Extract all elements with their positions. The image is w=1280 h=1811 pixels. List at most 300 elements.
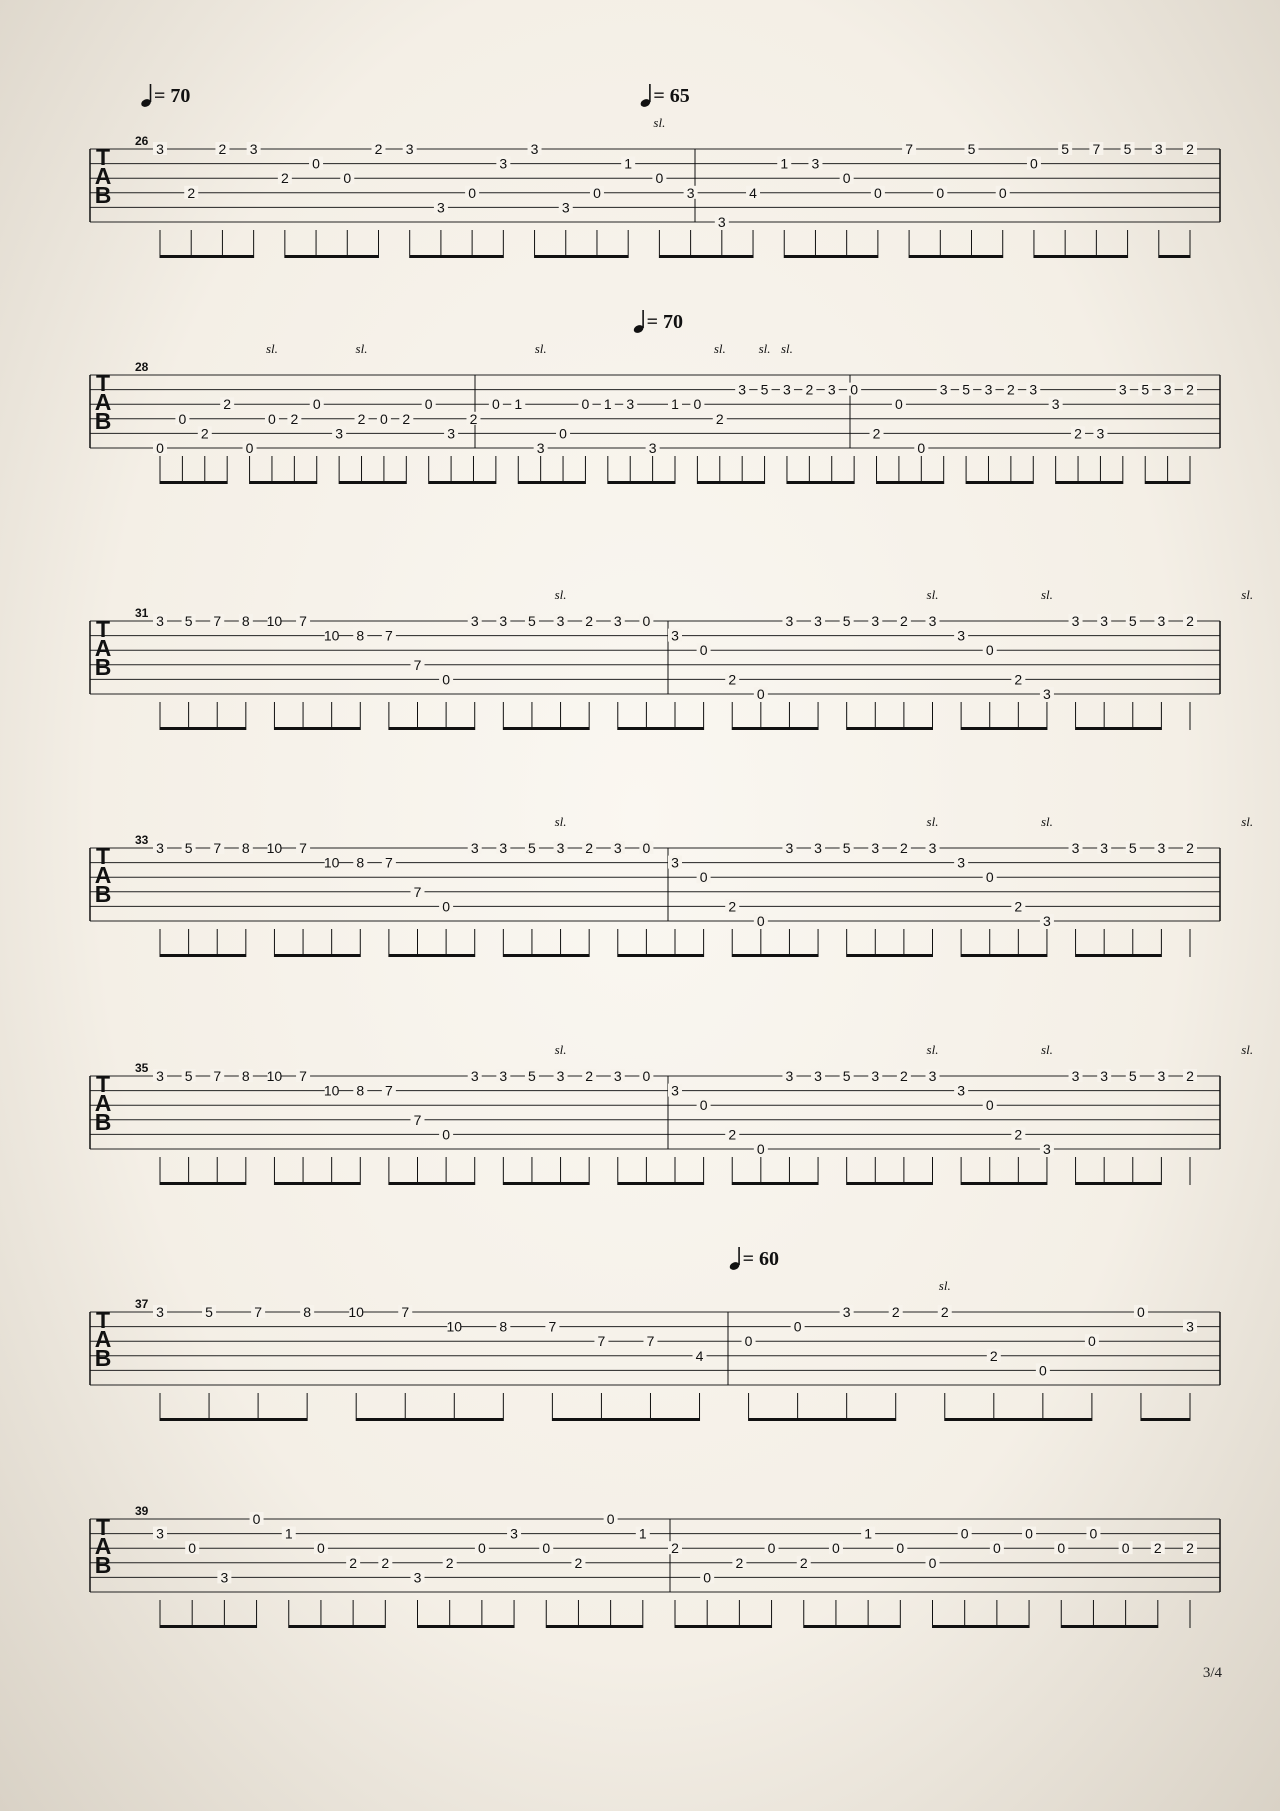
- fret-number: 2: [940, 1304, 949, 1320]
- note-beam: [961, 727, 1047, 730]
- tab-clef-letter: T: [95, 370, 111, 396]
- fret-number: 8: [356, 854, 365, 871]
- fret-number: 0: [312, 396, 321, 413]
- fret-number: 3: [1100, 613, 1109, 629]
- fret-number: 0: [699, 869, 708, 886]
- fret-number: 3: [556, 613, 565, 629]
- note-beam: [160, 1625, 257, 1628]
- measure-number: 31: [135, 606, 149, 620]
- measure-number: 39: [135, 1504, 149, 1518]
- slide-annotation: sl.: [926, 587, 939, 602]
- fret-number: 1: [671, 396, 679, 413]
- fret-number: 0: [606, 1511, 615, 1527]
- tab-clef-letter: A: [94, 862, 112, 888]
- fret-number: 7: [213, 1068, 222, 1084]
- fret-number: 2: [989, 1347, 998, 1364]
- measure-number: 35: [135, 1061, 149, 1075]
- fret-number: 2: [899, 613, 908, 629]
- fret-number: 7: [213, 840, 222, 856]
- fret-number: 0: [178, 410, 187, 427]
- fret-number: 3: [1100, 840, 1109, 856]
- fret-number: 0: [252, 1511, 261, 1527]
- fret-number: 2: [805, 381, 814, 398]
- note-beam: [339, 481, 406, 484]
- fret-number: 2: [381, 1554, 390, 1571]
- fret-number: 3: [1071, 1068, 1080, 1084]
- note-beam: [732, 954, 818, 957]
- fret-number: 3: [957, 854, 966, 871]
- note-beam: [285, 255, 379, 258]
- fret-number: 0: [895, 396, 903, 413]
- note-beam: [877, 481, 944, 484]
- fret-number: 10: [323, 1082, 340, 1099]
- fret-number: 3: [156, 1525, 164, 1542]
- fret-number: 5: [842, 1068, 851, 1084]
- fret-number: 3: [1071, 613, 1080, 629]
- tab-clef-letter: T: [95, 1071, 111, 1097]
- fret-number: 3: [1157, 1068, 1166, 1084]
- fret-number: 3: [928, 1068, 937, 1084]
- fret-number: 2: [469, 410, 478, 427]
- fret-number: 2: [187, 184, 196, 201]
- fret-number: 3: [536, 440, 545, 456]
- slide-annotation: sl.: [926, 814, 939, 829]
- fret-number: 3: [156, 613, 164, 629]
- fret-number: 1: [780, 155, 789, 172]
- note-beam: [1076, 1182, 1162, 1185]
- note-beam: [675, 1625, 772, 1628]
- fret-number: 0: [936, 184, 945, 201]
- fret-number: 2: [290, 410, 299, 427]
- fret-number: 3: [470, 613, 479, 629]
- fret-number: 0: [842, 170, 851, 187]
- fret-number: 7: [413, 883, 422, 900]
- fret-number: 5: [528, 840, 536, 856]
- note-beam: [909, 255, 1003, 258]
- fret-number: 5: [842, 613, 851, 629]
- fret-number: 0: [756, 913, 765, 929]
- fret-number: 2: [280, 170, 289, 187]
- fret-number: 2: [799, 1554, 808, 1571]
- tab-clef-letter: T: [95, 843, 111, 869]
- tab-clef-letter: A: [94, 1090, 112, 1116]
- fret-number: 2: [1186, 381, 1194, 398]
- slide-annotation: sl.: [1241, 814, 1254, 829]
- fret-number: 3: [1043, 686, 1051, 702]
- fret-number: 3: [785, 1068, 794, 1084]
- fret-number: 2: [899, 1068, 908, 1084]
- note-beam: [503, 727, 589, 730]
- fret-number: 7: [299, 1068, 307, 1084]
- fret-number: 3: [556, 1068, 565, 1084]
- fret-number: 2: [1153, 1540, 1162, 1557]
- fret-number: 7: [413, 1111, 422, 1128]
- fret-number: 0: [767, 1540, 776, 1557]
- fret-number: 5: [184, 840, 193, 856]
- note-beam: [160, 1418, 307, 1421]
- fret-number: 3: [1157, 613, 1166, 629]
- slide-annotation: sl.: [265, 341, 278, 356]
- fret-number: 3: [871, 613, 880, 629]
- tab-clef-letter: B: [94, 408, 112, 434]
- fret-number: 5: [967, 141, 976, 157]
- fret-number: 3: [957, 627, 966, 644]
- tab-clef-letter: T: [95, 144, 111, 170]
- note-beam: [410, 255, 504, 258]
- slide-annotation: sl.: [713, 341, 726, 356]
- slide-annotation: sl.: [758, 341, 771, 356]
- fret-number: 7: [384, 627, 393, 644]
- fret-number: 3: [613, 613, 622, 629]
- fret-number: 7: [905, 141, 913, 157]
- fret-number: 3: [156, 840, 164, 856]
- fret-number: 2: [1186, 613, 1194, 629]
- fret-number: 3: [530, 141, 539, 157]
- fret-number: 3: [437, 199, 445, 216]
- note-beam: [1141, 1418, 1190, 1421]
- fret-number: 2: [223, 396, 232, 413]
- fret-number: 1: [624, 155, 633, 172]
- fret-number: 0: [699, 1097, 708, 1114]
- fret-number: 3: [671, 854, 679, 871]
- fret-number: 8: [241, 613, 250, 629]
- slide-annotation: sl.: [534, 341, 547, 356]
- fret-number: 3: [738, 381, 747, 398]
- fret-number: 5: [184, 1068, 193, 1084]
- fret-number: 0: [477, 1540, 486, 1557]
- fret-number: 3: [413, 1569, 422, 1586]
- note-beam: [961, 1182, 1047, 1185]
- fret-number: 0: [1121, 1540, 1130, 1557]
- fret-number: 3: [499, 155, 508, 172]
- tempo-marking: = 70: [154, 85, 191, 107]
- fret-number: 0: [850, 381, 859, 398]
- fret-number: 3: [648, 440, 657, 456]
- fret-number: 5: [528, 1068, 536, 1084]
- fret-number: 10: [266, 840, 283, 856]
- fret-number: 2: [445, 1554, 454, 1571]
- fret-number: 2: [1074, 425, 1082, 442]
- fret-number: 8: [356, 627, 365, 644]
- note-beam: [1159, 255, 1190, 258]
- note-beam: [518, 481, 585, 484]
- note-beam: [274, 727, 360, 730]
- fret-number: 8: [241, 1068, 250, 1084]
- fret-number: 4: [695, 1347, 704, 1364]
- fret-number: 0: [642, 1068, 651, 1084]
- fret-number: 2: [1186, 1540, 1194, 1557]
- fret-number: 1: [638, 1525, 647, 1542]
- fret-number: 0: [917, 440, 926, 456]
- note-beam: [250, 481, 317, 484]
- fret-number: 2: [872, 425, 881, 442]
- note-beam: [429, 481, 496, 484]
- slide-annotation: sl.: [554, 587, 567, 602]
- fret-number: 7: [384, 854, 393, 871]
- fret-number: 3: [827, 381, 836, 398]
- fret-number: 2: [671, 1540, 679, 1557]
- fret-number: 1: [603, 396, 612, 413]
- fret-number: 0: [442, 898, 451, 915]
- fret-number: 10: [348, 1304, 364, 1320]
- fret-number: 1: [864, 1525, 873, 1542]
- fret-number: 3: [556, 840, 565, 856]
- fret-number: 7: [299, 840, 307, 856]
- slide-annotation: sl.: [554, 814, 567, 829]
- tab-clef-letter: A: [94, 635, 112, 661]
- note-beam: [787, 481, 854, 484]
- tab-clef-letter: B: [94, 1109, 112, 1135]
- tab-clef-letter: T: [95, 616, 111, 642]
- fret-number: 2: [1014, 898, 1023, 915]
- measure-number: 28: [135, 360, 149, 374]
- fret-number: 2: [735, 1554, 744, 1571]
- slide-annotation: sl.: [926, 1042, 939, 1057]
- fret-number: 5: [1128, 840, 1137, 856]
- fret-number: 3: [510, 1525, 518, 1542]
- fret-number: 3: [1043, 913, 1051, 929]
- fret-number: 10: [323, 854, 340, 871]
- fret-number: 2: [728, 1126, 737, 1143]
- tab-clef-letter: B: [94, 182, 112, 208]
- fret-number: 2: [728, 898, 737, 915]
- note-beam: [1056, 481, 1123, 484]
- fret-number: 0: [693, 396, 702, 413]
- fret-number: 5: [1128, 1068, 1137, 1084]
- fret-number: 2: [402, 410, 411, 427]
- slide-annotation: sl.: [1241, 1042, 1254, 1057]
- fret-number: 2: [349, 1554, 358, 1571]
- fret-number: 2: [374, 141, 383, 157]
- fret-number: 3: [626, 396, 635, 413]
- fret-number: 0: [655, 170, 664, 187]
- fret-number: 2: [218, 141, 227, 157]
- fret-number: 0: [380, 410, 388, 427]
- fret-number: 3: [785, 840, 794, 856]
- note-beam: [749, 1418, 896, 1421]
- fret-number: 0: [1025, 1525, 1033, 1542]
- fret-number: 0: [873, 184, 882, 201]
- fret-number: 3: [1157, 840, 1166, 856]
- fret-number: 0: [312, 155, 320, 172]
- fret-number: 8: [241, 840, 250, 856]
- note-beam: [389, 1182, 475, 1185]
- fret-number: 3: [814, 840, 822, 856]
- note-beam: [961, 954, 1047, 957]
- note-beam: [618, 727, 704, 730]
- fret-number: 8: [303, 1304, 312, 1320]
- fret-number: 2: [1186, 141, 1194, 157]
- fret-number: 0: [998, 184, 1007, 201]
- note-beam: [847, 727, 933, 730]
- fret-number: 7: [213, 613, 222, 629]
- fret-number: 3: [1186, 1318, 1194, 1335]
- fret-number: 2: [585, 613, 594, 629]
- tempo-marking: = 70: [646, 311, 684, 333]
- tab-clef-letter: B: [94, 654, 112, 680]
- fret-number: 0: [756, 1141, 765, 1157]
- note-beam: [1034, 255, 1128, 258]
- fret-number: 3: [613, 840, 622, 856]
- fret-number: 1: [514, 396, 523, 413]
- tab-clef-letter: A: [94, 389, 112, 415]
- note-beam: [804, 1625, 901, 1628]
- note-beam: [697, 481, 764, 484]
- fret-number: 3: [156, 141, 164, 157]
- fret-number: 5: [205, 1304, 213, 1320]
- tempo-marking: = 65: [653, 85, 690, 107]
- slide-annotation: sl.: [653, 115, 666, 130]
- fret-number: 2: [1006, 381, 1015, 398]
- note-beam: [608, 481, 675, 484]
- fret-number: 0: [985, 869, 994, 886]
- page-number: 3/4: [1202, 1665, 1222, 1681]
- note-beam: [966, 481, 1033, 484]
- fret-number: 0: [1089, 1525, 1098, 1542]
- slide-annotation: sl.: [355, 341, 368, 356]
- fret-number: 7: [1092, 141, 1101, 157]
- fret-number: 3: [1051, 396, 1060, 413]
- fret-number: 0: [985, 642, 994, 659]
- fret-number: 0: [593, 184, 601, 201]
- tab-clef-letter: A: [94, 1533, 112, 1559]
- fret-number: 2: [585, 1068, 594, 1084]
- fret-number: 10: [323, 627, 340, 644]
- slide-annotation: sl.: [554, 1042, 567, 1057]
- fret-number: 0: [699, 642, 708, 659]
- note-beam: [389, 954, 475, 957]
- note-beam: [732, 1182, 818, 1185]
- fret-number: 3: [447, 425, 455, 442]
- fret-number: 3: [405, 141, 414, 157]
- note-beam: [945, 1418, 1092, 1421]
- slide-annotation: sl.: [780, 341, 793, 356]
- fret-number: 3: [499, 840, 508, 856]
- fret-number: 2: [1014, 1126, 1023, 1143]
- fret-number: 3: [984, 381, 993, 398]
- fret-number: 3: [1100, 1068, 1109, 1084]
- fret-number: 0: [992, 1540, 1001, 1557]
- fret-number: 3: [1029, 381, 1038, 398]
- fret-number: 3: [470, 1068, 479, 1084]
- fret-number: 3: [783, 381, 791, 398]
- fret-number: 0: [985, 1097, 994, 1114]
- fret-number: 0: [343, 170, 352, 187]
- fret-number: 0: [188, 1540, 197, 1557]
- slide-annotation: sl.: [1241, 587, 1254, 602]
- fret-number: 2: [728, 671, 737, 688]
- note-beam: [732, 727, 818, 730]
- fret-number: 0: [245, 440, 254, 456]
- fret-number: 3: [1043, 1141, 1051, 1157]
- fret-number: 0: [491, 396, 500, 413]
- fret-number: 3: [335, 425, 344, 442]
- fret-number: 3: [499, 1068, 508, 1084]
- fret-number: 3: [814, 1068, 822, 1084]
- note-beam: [1076, 954, 1162, 957]
- fret-number: 2: [1186, 840, 1194, 856]
- fret-number: 3: [470, 840, 479, 856]
- fret-number: 3: [957, 1082, 966, 1099]
- fret-number: 3: [1118, 381, 1127, 398]
- note-beam: [389, 727, 475, 730]
- slide-annotation: sl.: [1040, 1042, 1053, 1057]
- slide-annotation: sl.: [938, 1278, 951, 1293]
- fret-number: 0: [1030, 155, 1038, 172]
- note-beam: [535, 255, 629, 258]
- note-beam: [1145, 481, 1190, 484]
- note-beam: [356, 1418, 503, 1421]
- fret-number: 0: [559, 425, 567, 442]
- note-beam: [418, 1625, 515, 1628]
- note-beam: [618, 954, 704, 957]
- fret-number: 3: [1071, 840, 1080, 856]
- fret-number: 3: [842, 1304, 851, 1320]
- fret-number: 4: [749, 184, 757, 201]
- fret-number: 7: [548, 1318, 557, 1335]
- fret-number: 0: [793, 1318, 802, 1335]
- fret-number: 3: [156, 1068, 164, 1084]
- fret-number: 3: [717, 214, 726, 230]
- fret-number: 5: [1123, 141, 1132, 157]
- fret-number: 3: [220, 1569, 229, 1586]
- fret-number: 8: [356, 1082, 365, 1099]
- fret-number: 3: [671, 627, 679, 644]
- note-beam: [933, 1625, 1030, 1628]
- fret-number: 3: [613, 1068, 622, 1084]
- fret-number: 3: [499, 613, 508, 629]
- fret-number: 2: [715, 410, 724, 427]
- fret-number: 3: [785, 613, 794, 629]
- fret-number: 3: [686, 184, 695, 201]
- tab-clef-letter: B: [94, 1552, 112, 1578]
- fret-number: 0: [156, 440, 164, 456]
- fret-number: 0: [642, 840, 651, 856]
- note-beam: [274, 954, 360, 957]
- note-beam: [618, 1182, 704, 1185]
- fret-number: 3: [928, 840, 937, 856]
- fret-number: 3: [1163, 381, 1172, 398]
- fret-number: 3: [1154, 141, 1163, 157]
- fret-number: 7: [646, 1333, 655, 1350]
- fret-number: 5: [184, 613, 193, 629]
- tab-clef-letter: B: [94, 1345, 112, 1371]
- tab-clef-letter: A: [94, 163, 112, 189]
- fret-number: 0: [896, 1540, 905, 1557]
- fret-number: 5: [760, 381, 769, 398]
- fret-number: 3: [871, 840, 880, 856]
- fret-number: 0: [542, 1540, 551, 1557]
- note-beam: [847, 1182, 933, 1185]
- fret-number: 0: [744, 1333, 753, 1350]
- fret-number: 5: [528, 613, 536, 629]
- tempo-marking: = 60: [742, 1248, 779, 1270]
- fret-number: 1: [284, 1525, 293, 1542]
- fret-number: 3: [939, 381, 948, 398]
- note-beam: [289, 1625, 386, 1628]
- fret-number: 0: [581, 396, 590, 413]
- note-beam: [160, 1182, 246, 1185]
- fret-number: 3: [249, 141, 258, 157]
- slide-annotation: sl.: [1040, 814, 1053, 829]
- fret-number: 2: [899, 840, 908, 856]
- fret-number: 0: [756, 686, 765, 702]
- fret-number: 0: [424, 396, 433, 413]
- fret-number: 2: [1186, 1068, 1194, 1084]
- tab-clef-letter: T: [95, 1307, 111, 1333]
- fret-number: 3: [561, 199, 570, 216]
- fret-number: 3: [1096, 425, 1105, 442]
